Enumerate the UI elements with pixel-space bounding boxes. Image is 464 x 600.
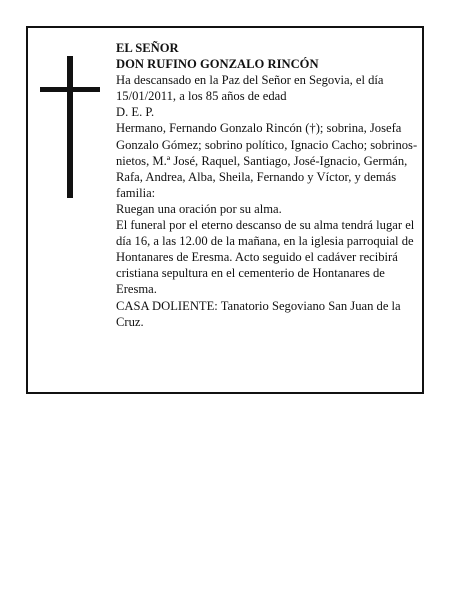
- heading-title: EL SEÑOR: [116, 41, 179, 55]
- deceased-name: DON RUFINO GONZALO RINCÓN: [116, 57, 319, 72]
- notice-text: [116, 40, 418, 330]
- family-list: Hermano, Fernando Gonzalo Rincón (†); sobrina, Josefa Gonzalo Gómez; sobrino político, Ignacio Cacho; sobrinos-nietos, M.ª José, Raquel, Santiago, José-Ignacio, Germán, Rafa, Andrea, Alba, Sheila, Fernando y Víctor, y demás familia:: [116, 121, 418, 200]
- cross-vertical-bar: [67, 56, 73, 198]
- death-announcement: Ha descansado en la Paz del Señor en Segovia, el día 15/01/2011, a los 85 años de edad: [116, 73, 384, 104]
- prayer-request: Ruegan una oración por su alma.: [116, 201, 282, 216]
- cross-icon: [40, 56, 100, 198]
- funeral-details: El funeral por el eterno descanso de su alma tendrá lugar el día 16, a las 12.00 de la mañana, en la iglesia parroquial de Hontanares de Eresma. Acto seguido el cadáver recibirá cristiana sepultura en el cementerio de Hontanares de Eresma.: [116, 218, 415, 297]
- dep-line: D. E. P.: [116, 105, 155, 120]
- funeral-home: CASA DOLIENTE: Tanatorio Segoviano San Juan de la Cruz.: [116, 298, 401, 329]
- cross-horizontal-bar: [40, 87, 100, 92]
- obituary-notice: [26, 26, 424, 394]
